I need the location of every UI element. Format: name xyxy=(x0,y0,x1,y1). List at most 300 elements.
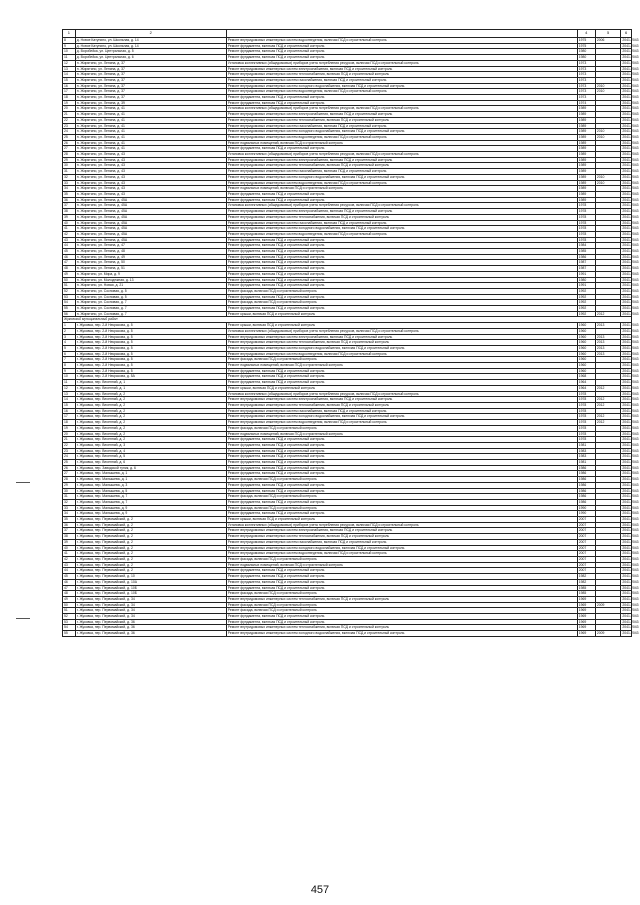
row-number: 38 xyxy=(63,209,76,215)
year-built-cell: 1989 xyxy=(577,163,595,169)
planned-period-cell: 2041-2043 xyxy=(622,83,639,88)
work-type-cell: Ремонт фундамента, включая ПСД и строительный контроль xyxy=(226,574,577,580)
year-built-cell: 1975 xyxy=(577,43,595,49)
planned-period-cell: 2041-2043 xyxy=(622,380,639,385)
address-cell: п. Жирятино, ул. Ленина, д. 45А xyxy=(75,231,226,237)
planned-period-cell: 2041-2043 xyxy=(622,43,639,48)
row-number: 31 xyxy=(63,169,76,175)
planned-period-cell: 2041-2043 xyxy=(622,152,639,157)
row-number: 14 xyxy=(63,72,76,78)
year-built-cell: 1986 xyxy=(577,499,595,505)
planned-period-cell: 2041-2043 xyxy=(622,488,639,493)
address-cell: г. Жуковка, пер. Первомайский, д. 2 xyxy=(75,568,226,574)
row-number: 2 xyxy=(63,328,76,334)
work-type-cell: Установка коллективных (общедомовых) приборов учета потребления ресурсов, включая ПСД и строительный контроль xyxy=(226,106,577,112)
work-type-cell: Ремонт фасада, включая ПСД и строительный контроль xyxy=(226,556,577,562)
address-cell: г. Жуковка, пер. Первомайский, д. 2 xyxy=(75,562,226,568)
year-built-cell: 1978 xyxy=(577,237,595,243)
row-number: 18 xyxy=(63,420,76,426)
work-type-cell: Установка коллективных (общедомовых) приборов учета потребления ресурсов, включая ПСД и строительный контроль xyxy=(226,522,577,528)
year-built-cell: 1981 xyxy=(577,442,595,448)
year-built-cell: 1989 xyxy=(577,157,595,163)
work-type-cell: Установка коллективных (общедомовых) приборов учета потребления ресурсов, включая ПСД и строительный контроль xyxy=(226,391,577,397)
col-header-address: 2 xyxy=(75,30,226,38)
planned-period-cell: 2041-2043 xyxy=(622,363,639,368)
address-cell: п. Жирятино, ул. Ленина, д. 47 xyxy=(75,243,226,249)
col-header-number: 1 xyxy=(63,30,76,38)
address-cell: п. Жирятино, ул. Сосновая, д. 5 xyxy=(75,294,226,300)
year-built-cell: 1989 xyxy=(577,180,595,186)
work-type-cell: Ремонт внутридомовых инженерных систем теплоснабжения, включая ПСД и строительный контроль xyxy=(226,117,577,123)
planned-period-cell: 2041-2043 xyxy=(622,471,639,476)
address-cell: д. Воробейка, ул. Центральная, д. 5 xyxy=(75,49,226,55)
row-number: 6 xyxy=(63,351,76,357)
year-built-cell: 2007 xyxy=(577,522,595,528)
planned-period-cell: 2041-2043 xyxy=(622,357,639,362)
row-number: 4 xyxy=(63,340,76,346)
address-cell: г. Жуковка, пер. Весенний, д. 2 xyxy=(75,431,226,437)
planned-period-cell: 2041-2043 xyxy=(622,385,639,390)
address-cell: п. Жирятино, ул. Ленина, д. 45А xyxy=(75,203,226,209)
year-built-cell: 2007 xyxy=(577,534,595,540)
planned-period-cell: 2041-2043 xyxy=(622,442,639,447)
row-number: 42 xyxy=(63,556,76,562)
address-cell: п. Жирятино, ул. Ленина, д. 41 xyxy=(75,106,226,112)
row-number: 42 xyxy=(63,231,76,237)
address-cell: г. Жуковка, пер. Первомайский, д. 2 xyxy=(75,517,226,523)
row-number: 50 xyxy=(63,277,76,283)
address-cell: г. Жуковка, пер. Первомайский, д. 2 xyxy=(75,534,226,540)
year-built-cell: 1978 xyxy=(577,425,595,431)
work-type-cell: Ремонт внутридомовых инженерных систем холодного водоснабжения, включая ПСД и строительный контроль xyxy=(226,129,577,135)
row-number: 27 xyxy=(63,471,76,477)
year-built-cell: 1991 xyxy=(577,271,595,277)
address-cell: п. Жирятино, ул. Ленина, д. 41 xyxy=(75,117,226,123)
year-built-cell: 1960 xyxy=(577,351,595,357)
address-cell: п. Жирятино, ул. Ленина, д. 43 xyxy=(75,174,226,180)
planned-period-cell: 2041-2043 xyxy=(622,448,639,453)
work-type-cell: Ремонт крыши, включая ПСД и строительный контроль xyxy=(226,517,577,523)
work-type-cell: Ремонт крыши, включая ПСД и строительный контроль xyxy=(226,385,577,391)
planned-period-cell: 2041-2043 xyxy=(622,157,639,162)
year-built-cell: 1978 xyxy=(577,397,595,403)
year-built-cell: 1973 xyxy=(577,60,595,66)
last-repair-cell: 2006 xyxy=(595,38,621,44)
address-cell: г. Жуковка, пер. Весенний, д. 4 xyxy=(75,448,226,454)
year-built-cell: 1985 xyxy=(577,249,595,255)
address-cell: д. Воробейка, ул. Центральная, д. 6 xyxy=(75,55,226,61)
work-type-cell: Ремонт внутридомовых инженерных систем газоснабжения, включая ПСД и строительный контроль xyxy=(226,123,577,129)
row-number: 13 xyxy=(63,391,76,397)
year-built-cell: 1987 xyxy=(577,260,595,266)
planned-period-cell: 2041-2043 xyxy=(622,420,639,425)
address-cell: п. Жирятино, ул. Ленина, д. 45А xyxy=(75,226,226,232)
year-built-cell: 1989 xyxy=(577,106,595,112)
row-number: 5 xyxy=(63,345,76,351)
work-type-cell: Ремонт фундамента, включая ПСД и строительный контроль xyxy=(226,579,577,585)
last-repair-cell: 2012 xyxy=(595,420,621,426)
row-number: 23 xyxy=(63,448,76,454)
year-built-cell: 1980 xyxy=(577,49,595,55)
planned-period-cell: 2041-2043 xyxy=(622,334,639,339)
address-cell: г. Жуковка, пер. Первомайский, д. 10А xyxy=(75,579,226,585)
planned-period-cell: 2041-2043 xyxy=(622,38,639,42)
row-number: 7 xyxy=(63,357,76,363)
year-built-cell: 1973 xyxy=(577,89,595,95)
planned-period-cell: 2041-2043 xyxy=(622,408,639,413)
planned-period-cell: 2041-2043 xyxy=(622,591,639,596)
year-built-cell: 1960 xyxy=(577,334,595,340)
year-built-cell: 1969 xyxy=(577,602,595,608)
row-number: 51 xyxy=(63,608,76,614)
row-number: 11 xyxy=(63,55,76,61)
work-type-cell: Ремонт фундамента, включая ПСД и строительный контроль xyxy=(226,249,577,255)
planned-period-cell: 2041-2043 xyxy=(622,294,639,299)
work-type-cell: Установка коллективных (общедомовых) приборов учета потребления ресурсов, включая ПСД и строительный контроль xyxy=(226,203,577,209)
year-built-cell: 1986 xyxy=(577,471,595,477)
row-number: 17 xyxy=(63,89,76,95)
row-number: 24 xyxy=(63,454,76,460)
address-cell: п. Жирятино, ул. Ленина, д. 43 xyxy=(75,186,226,192)
address-cell: г. Жуковка, пер. Малышева, д. 1 xyxy=(75,477,226,483)
address-cell: г. Жуковка, пер. 2-й Некрасова, д. 5 xyxy=(75,328,226,334)
work-type-cell: Ремонт внутридомовых инженерных систем водоотведения, включая ПСД и строительный контроль xyxy=(226,231,577,237)
row-number: 17 xyxy=(63,414,76,420)
row-number: 38 xyxy=(63,534,76,540)
row-number: 16 xyxy=(63,408,76,414)
row-number: 21 xyxy=(63,112,76,118)
planned-period-cell: 2041-2043 xyxy=(622,414,639,419)
row-number: 43 xyxy=(63,237,76,243)
address-cell: г. Жуковка, пер. Весенний, д. 1 xyxy=(75,385,226,391)
year-built-cell: 1969 xyxy=(577,619,595,625)
last-repair-cell: 2013 xyxy=(595,334,621,340)
work-type-cell: Ремонт внутридомовых инженерных систем теплоснабжения, включая ПСД и строительный контроль xyxy=(226,72,577,78)
year-built-cell: 1978 xyxy=(577,214,595,220)
planned-period-cell: 2041-2043 xyxy=(622,596,639,601)
planned-period-cell: 2041-2043 xyxy=(622,163,639,168)
row-number: 53 xyxy=(63,294,76,300)
last-repair-cell: 2010 xyxy=(595,83,621,89)
year-built-cell: 2007 xyxy=(577,517,595,523)
work-type-cell: Ремонт фундамента, включая ПСД и строительный контроль xyxy=(226,471,577,477)
address-cell: г. Жуковка, пер. Весенний, д. 5 xyxy=(75,454,226,460)
work-type-cell: Ремонт внутридомовых инженерных систем водоотведения, включая ПСД и строительный контроль xyxy=(226,420,577,426)
address-cell: п. Жирятино, ул. Ленина, д. 45А xyxy=(75,209,226,215)
work-type-cell: Ремонт внутридомовых инженерных систем электроснабжения, включая ПСД и строительный контроль xyxy=(226,157,577,163)
year-built-cell: 1989 xyxy=(577,186,595,192)
address-cell: п. Жирятино, ул. Сосновая, д. 5 xyxy=(75,288,226,294)
last-repair-cell: 2012 xyxy=(595,311,621,317)
address-cell: п. Жирятино, ул. Ленина, д. 43 xyxy=(75,152,226,158)
work-type-cell: Ремонт фундамента, включая ПСД и строительный контроль xyxy=(226,568,577,574)
planned-period-cell: 2041-2043 xyxy=(622,517,639,522)
planned-period-cell: 2041-2043 xyxy=(622,214,639,219)
row-number: 44 xyxy=(63,568,76,574)
row-number: 54 xyxy=(63,625,76,631)
last-repair-cell: 2010 xyxy=(595,89,621,95)
year-built-cell: 1960 xyxy=(577,357,595,363)
year-built-cell: 1969 xyxy=(577,625,595,631)
address-cell: п. Жирятино, ул. Ленина, д. 41 xyxy=(75,140,226,146)
planned-period-cell: 2041-2043 xyxy=(622,140,639,145)
work-type-cell: Ремонт внутридомовых инженерных систем газоснабжения, включая ПСД и строительный контроль xyxy=(226,220,577,226)
row-number: 3 xyxy=(63,334,76,340)
work-type-cell: Ремонт внутридомовых инженерных систем водоотведения, включая ПСД и строительный контроль xyxy=(226,351,577,357)
row-number: 9 xyxy=(63,368,76,374)
planned-period-cell: 2041-2043 xyxy=(622,340,639,345)
year-built-cell: 1960 xyxy=(577,323,595,329)
planned-period-cell: 2041-2043 xyxy=(622,271,639,276)
year-built-cell: 1986 xyxy=(577,488,595,494)
row-number: 23 xyxy=(63,123,76,129)
year-built-cell: 1989 xyxy=(577,123,595,129)
col-header-work xyxy=(226,30,577,38)
address-cell: п. Жирятино, ул. Ленина, д. 41 xyxy=(75,134,226,140)
year-built-cell: 1989 xyxy=(577,117,595,123)
row-number: 9 xyxy=(63,43,76,49)
address-cell: г. Жуковка, пер. Малышева, д. 9 xyxy=(75,511,226,517)
work-type-cell: Ремонт фундамента, включая ПСД и строительный контроль xyxy=(226,368,577,374)
work-type-cell: Ремонт фундамента, включая ПСД и строительный контроль xyxy=(226,100,577,106)
col-header-year-built: 4 xyxy=(577,30,595,38)
planned-period-cell: 2041-2043 xyxy=(622,368,639,373)
work-type-cell: Ремонт внутридомовых инженерных систем электроснабжения, включая ПСД и строительный контроль xyxy=(226,66,577,72)
address-cell: п. Жирятино, ул. Ленина, д. 45А xyxy=(75,214,226,220)
row-number: 31 xyxy=(63,494,76,500)
planned-period-cell: 2041-2043 xyxy=(622,300,639,305)
address-cell: г. Жуковка, пер. Первомайский, д. 2 xyxy=(75,551,226,557)
row-number: 28 xyxy=(63,152,76,158)
work-type-cell: Ремонт фундамента, включая ПСД и строительный контроль xyxy=(226,374,577,380)
year-built-cell: 1989 xyxy=(577,134,595,140)
year-built-cell: 1973 xyxy=(577,66,595,72)
margin-mark xyxy=(16,482,30,483)
row-number: 8 xyxy=(63,38,76,44)
address-cell: г. Жуковка, пер. Малышева, д. 1 xyxy=(75,471,226,477)
planned-period-cell: 2041-2043 xyxy=(622,117,639,122)
planned-period-cell: 2041-2043 xyxy=(622,539,639,544)
year-built-cell: 1986 xyxy=(577,477,595,483)
work-type-cell: Ремонт фундамента, включая ПСД и строительный контроль xyxy=(226,271,577,277)
row-number: 34 xyxy=(63,511,76,517)
last-repair-cell: 2010 xyxy=(595,129,621,135)
work-type-cell: Ремонт внутридомовых инженерных систем теплоснабжения, включая ПСД и строительный контроль xyxy=(226,163,577,169)
address-cell: г. Жуковка, пер. Весенний, д. 1 xyxy=(75,380,226,386)
address-cell: г. Жуковка, пер. Первомайский, д. 2 xyxy=(75,522,226,528)
planned-period-cell: 2041-2043 xyxy=(622,283,639,288)
planned-period-cell: 2041-2043 xyxy=(622,49,639,54)
year-built-cell: 1992 xyxy=(577,306,595,312)
address-cell: г. Жуковка, пер. Малышева, д. 9 xyxy=(75,505,226,511)
year-built-cell: 1978 xyxy=(577,414,595,420)
address-cell: п. Жирятино, ул. Ленина, д. 41 xyxy=(75,123,226,129)
planned-period-cell: 2041-2043 xyxy=(622,528,639,533)
year-built-cell: 1978 xyxy=(577,437,595,443)
planned-period-cell: 2041-2043 xyxy=(622,556,639,561)
year-built-cell: 1987 xyxy=(577,266,595,272)
year-built-cell: 1992 xyxy=(577,288,595,294)
address-cell: п. Жирятино, ул. Ленина, д. 41 xyxy=(75,146,226,152)
last-repair-cell: 2013 xyxy=(595,345,621,351)
work-type-cell: Ремонт подвальных помещений, включая ПСД и строительный контроль xyxy=(226,140,577,146)
planned-period-cell: 2041-2043 xyxy=(622,431,639,436)
year-built-cell: 1973 xyxy=(577,72,595,78)
work-type-cell: Ремонт фундамента, включая ПСД и строительный контроль xyxy=(226,614,577,620)
address-cell: г. Жуковка, пер. Весенний, д. 2 xyxy=(75,408,226,414)
planned-period-cell: 2041-2043 xyxy=(622,574,639,579)
address-cell: г. Жуковка, пер. 2-й Некрасова, д. 5 xyxy=(75,357,226,363)
row-number: 51 xyxy=(63,283,76,289)
planned-period-cell: 2041-2043 xyxy=(622,534,639,539)
work-type-cell: Ремонт фундамента, включая ПСД и строительный контроль xyxy=(226,306,577,312)
row-number: 47 xyxy=(63,260,76,266)
work-type-cell: Ремонт внутридомовых инженерных систем водоотведения, включая ПСД и строительный контроль xyxy=(226,134,577,140)
row-number: 49 xyxy=(63,271,76,277)
planned-period-cell: 2041-2043 xyxy=(622,545,639,550)
address-cell: г. Жуковка, пер. Весенний, д. 2 xyxy=(75,397,226,403)
work-type-cell: Ремонт фундамента, включая ПСД и строительный контроль xyxy=(226,380,577,386)
work-type-cell: Установка коллективных (общедомовых) приборов учета потребления ресурсов, включая ПСД и строительный контроль xyxy=(226,328,577,334)
year-built-cell: 1991 xyxy=(577,283,595,289)
row-number: 18 xyxy=(63,95,76,101)
planned-period-cell: 2041-2043 xyxy=(622,203,639,208)
row-number: 11 xyxy=(63,380,76,386)
address-cell: п. Жирятино, ул. Новая, д. 21 xyxy=(75,283,226,289)
planned-period-cell: 2041-2043 xyxy=(622,134,639,139)
address-cell: п. Жирятино, ул. Ленина, д. 37 xyxy=(75,60,226,66)
year-built-cell: 1990 xyxy=(577,505,595,511)
year-built-cell: 1978 xyxy=(577,203,595,209)
planned-period-cell: 2041-2043 xyxy=(622,209,639,214)
work-type-cell: Ремонт подвальных помещений, включая ПСД и строительный контроль xyxy=(226,186,577,192)
row-number: 32 xyxy=(63,174,76,180)
year-built-cell: 1989 xyxy=(577,146,595,152)
planned-period-cell: 2041-2043 xyxy=(622,146,639,151)
address-cell: п. Жирятино, ул. Ленина, д. 43 xyxy=(75,157,226,163)
address-cell: г. Жуковка, пер. 2-й Некрасова, д. 5 xyxy=(75,323,226,329)
year-built-cell: 1983 xyxy=(577,448,595,454)
row-number: 45 xyxy=(63,249,76,255)
address-cell: п. Жирятино, ул. Ленина, д. 45А xyxy=(75,220,226,226)
address-cell: п. Жирятино, ул. Ленина, д. 41 xyxy=(75,129,226,135)
planned-period-cell: 2041-2043 xyxy=(622,625,639,630)
work-type-cell: Ремонт фундамента, включая ПСД и строительный контроль xyxy=(226,454,577,460)
work-type-cell: Ремонт внутридомовых инженерных систем водоотведения, включая ПСД и строительный контроль xyxy=(226,551,577,557)
address-cell: п. Жирятино, ул. Ленина, д. 37 xyxy=(75,66,226,72)
address-cell: п. Жирятино, ул. Ленина, д. 37 xyxy=(75,77,226,83)
row-number: 40 xyxy=(63,545,76,551)
row-number: 24 xyxy=(63,129,76,135)
work-type-cell: Ремонт внутридомовых инженерных систем водоотведения, включая ПСД и строительный контроль xyxy=(226,38,577,44)
planned-period-cell: 2041-2043 xyxy=(622,522,639,527)
address-cell: п. Жирятино, ул. Ленина, д. 41 xyxy=(75,112,226,118)
year-built-cell: 2007 xyxy=(577,528,595,534)
year-built-cell: 1973 xyxy=(577,95,595,101)
planned-period-cell: 2041-2043 xyxy=(622,482,639,487)
row-number: 56 xyxy=(63,311,76,317)
year-built-cell: 2007 xyxy=(577,568,595,574)
address-cell: г. Жуковка, пер. Первомайский, д. 34 xyxy=(75,602,226,608)
work-type-cell: Ремонт фундамента, включая ПСД и строительный контроль xyxy=(226,260,577,266)
year-built-cell: 1978 xyxy=(577,408,595,414)
planned-period-cell: 2041-2043 xyxy=(622,55,639,60)
address-cell: п. Жирятино, ул. Ленина, д. 51 xyxy=(75,266,226,272)
address-cell: г. Жуковка, пер. 2-й Некрасова, д. 5 xyxy=(75,351,226,357)
planned-period-cell: 2041-2043 xyxy=(622,180,639,185)
row-number: 22 xyxy=(63,117,76,123)
work-type-cell: Ремонт фасада, включая ПСД и строительный контроль xyxy=(226,591,577,597)
row-number: 50 xyxy=(63,602,76,608)
address-cell: г. Жуковка, пер. Первомайский, д. 2 xyxy=(75,545,226,551)
planned-period-cell: 2041-2043 xyxy=(622,397,639,402)
address-cell: г. Жуковка, пер. Первомайский, д. 34 xyxy=(75,614,226,620)
year-built-cell: 1978 xyxy=(577,231,595,237)
planned-period-cell: 2041-2043 xyxy=(622,72,639,77)
planned-period-cell: 2041-2043 xyxy=(622,477,639,482)
year-built-cell: 1969 xyxy=(577,614,595,620)
planned-period-cell: 2041-2043 xyxy=(622,511,639,516)
work-type-cell: Установка коллективных (общедомовых) приборов учета потребления ресурсов, включая ПСД и строительный контроль xyxy=(226,152,577,158)
address-cell: г. Жуковка, пер. Весенний, д. 2 xyxy=(75,437,226,443)
work-type-cell: Ремонт внутридомовых инженерных систем теплоснабжения, включая ПСД и строительный контроль xyxy=(226,625,577,631)
col-header-last-repair: 5 xyxy=(595,30,621,38)
year-built-cell: 1978 xyxy=(577,403,595,409)
year-built-cell: 1989 xyxy=(577,191,595,197)
planned-period-cell: 2041-2043 xyxy=(622,602,639,607)
row-number: 27 xyxy=(63,146,76,152)
row-number: 41 xyxy=(63,226,76,232)
row-number: 25 xyxy=(63,134,76,140)
address-cell: п. Жирятино, ул. Мира, д. 9 xyxy=(75,271,226,277)
year-built-cell: 1975 xyxy=(577,38,595,44)
address-cell: п. Жирятино, ул. Ленина, д. 37 xyxy=(75,95,226,101)
year-built-cell: 1986 xyxy=(577,494,595,500)
planned-period-cell: 2041-2043 xyxy=(622,403,639,407)
year-built-cell: 1989 xyxy=(577,152,595,158)
row-number: 37 xyxy=(63,203,76,209)
year-built-cell: 1960 xyxy=(577,363,595,369)
year-built-cell: 1978 xyxy=(577,420,595,426)
row-number: 26 xyxy=(63,140,76,146)
address-cell: г. Жуковка, пер. Весенний, д. 3 xyxy=(75,442,226,448)
last-repair-cell: 2012 xyxy=(595,385,621,391)
address-cell: г. Жуковка, пер. 2-й Некрасова, д. 5 xyxy=(75,363,226,369)
planned-period-cell: 2041-2043 xyxy=(622,306,639,311)
address-cell: г. Жуковка, пер. Заводской тупик, д. 6 xyxy=(75,465,226,471)
address-cell: п. Жирятино, ул. Молодежная, д. 13 xyxy=(75,277,226,283)
last-repair-cell: 2012 xyxy=(595,414,621,420)
row-number: 46 xyxy=(63,254,76,260)
work-type-cell: Ремонт фундамента, включая ПСД и строительный контроль xyxy=(226,283,577,289)
last-repair-cell: 2012 xyxy=(595,403,621,409)
planned-period-cell: 2041-2043 xyxy=(622,60,639,65)
planned-period-cell: 2041-2043 xyxy=(622,220,639,225)
address-cell: г. Жуковка, пер. Малышева, д. 7 xyxy=(75,499,226,505)
address-cell: г. Жуковка, пер. Весенний, д. 2 xyxy=(75,414,226,420)
row-number: 15 xyxy=(63,403,76,409)
work-type-cell: Ремонт фасада, включая ПСД и строительный контроль xyxy=(226,357,577,363)
planned-period-cell: 2041-2043 xyxy=(622,328,639,333)
planned-period-cell: 2041-2043 xyxy=(622,585,639,590)
address-cell: г. Жуковка, пер. Малышева, д. 5 xyxy=(75,488,226,494)
work-type-cell: Ремонт внутридомовых инженерных систем газоснабжения, включая ПСД и строительный контроль xyxy=(226,169,577,175)
address-cell: п. Жирятино, ул. Сосновая, д. 7 xyxy=(75,311,226,317)
planned-period-cell: 2041-2043 xyxy=(622,505,639,510)
row-number: 10 xyxy=(63,374,76,380)
row-number: 12 xyxy=(63,385,76,391)
address-cell: г. Жуковка, пер. Весенний, д. 2 xyxy=(75,420,226,426)
